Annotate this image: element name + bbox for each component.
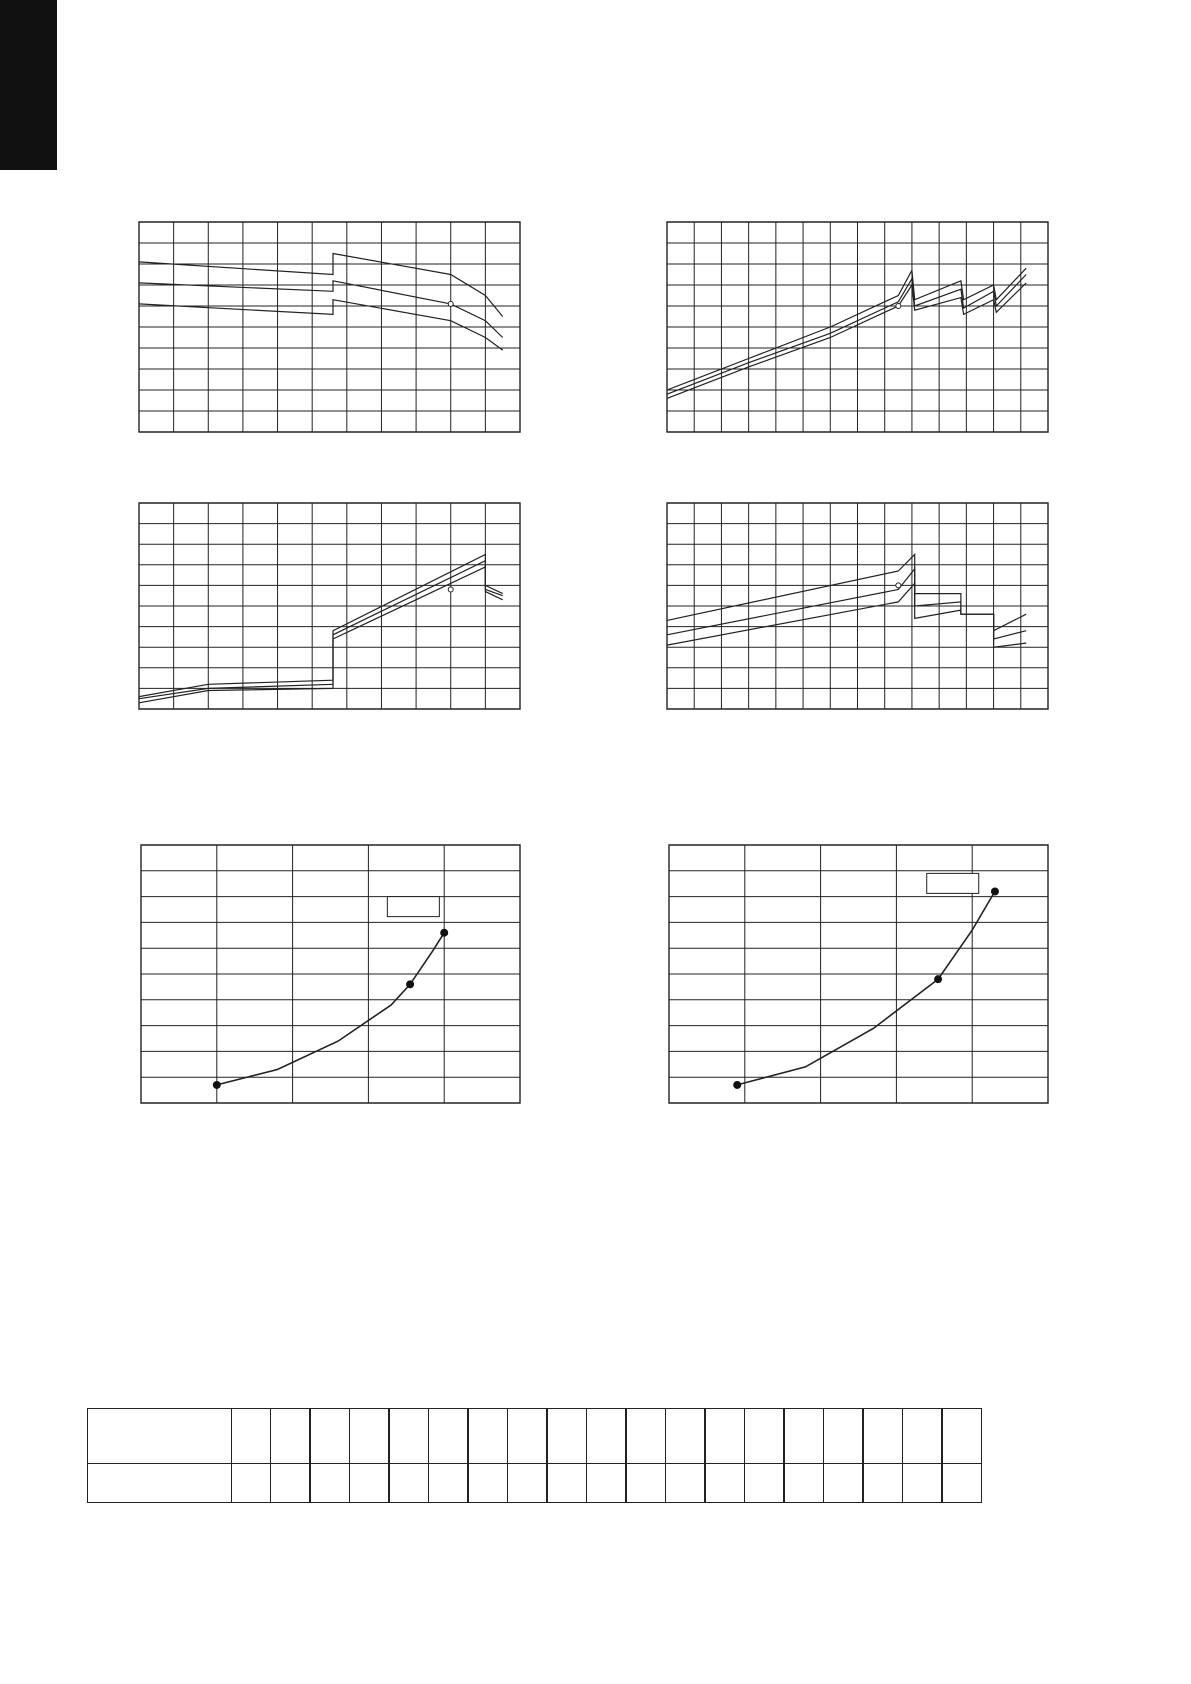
marker-circle bbox=[448, 301, 453, 306]
series-line-3 bbox=[139, 567, 503, 703]
data-point bbox=[733, 1081, 741, 1089]
series-line-1 bbox=[667, 268, 1026, 390]
table-cell bbox=[547, 1409, 587, 1464]
marker-circle bbox=[896, 583, 901, 588]
table-cell bbox=[705, 1409, 745, 1464]
chart-bottom-right bbox=[669, 845, 1048, 1103]
table-cell bbox=[429, 1464, 469, 1503]
table-row bbox=[88, 1464, 982, 1503]
series-line-1 bbox=[139, 555, 503, 697]
table-cell bbox=[271, 1464, 311, 1503]
data-point bbox=[991, 887, 999, 895]
table-row bbox=[88, 1409, 982, 1464]
series-line-2 bbox=[139, 561, 503, 699]
table-cell bbox=[389, 1409, 429, 1464]
table-cell bbox=[232, 1464, 271, 1503]
legend-box bbox=[387, 897, 439, 917]
table-cell bbox=[626, 1464, 666, 1503]
chart-middle-right bbox=[667, 503, 1048, 709]
data-table bbox=[87, 1408, 982, 1503]
table-cell bbox=[745, 1409, 785, 1464]
series-line-3 bbox=[667, 583, 1026, 647]
table-cell bbox=[784, 1464, 824, 1503]
series-line-1 bbox=[217, 933, 444, 1085]
table-cell bbox=[508, 1464, 548, 1503]
data-point bbox=[440, 929, 448, 937]
series-line-2 bbox=[139, 281, 503, 338]
data-point bbox=[934, 975, 942, 983]
series-line-1 bbox=[667, 555, 1026, 631]
table-cell bbox=[508, 1409, 548, 1464]
table-cell bbox=[587, 1464, 627, 1503]
table-cell bbox=[271, 1409, 311, 1464]
series-line-2 bbox=[667, 275, 1026, 395]
table-cell bbox=[310, 1409, 350, 1464]
series-line-3 bbox=[139, 300, 503, 350]
table-cell bbox=[547, 1464, 587, 1503]
series-line-1 bbox=[737, 891, 995, 1085]
table-cell bbox=[942, 1409, 982, 1464]
data-point bbox=[213, 1081, 221, 1089]
table-cell bbox=[587, 1409, 627, 1464]
legend-box bbox=[927, 873, 979, 893]
data-point bbox=[406, 980, 414, 988]
table-cell bbox=[705, 1464, 745, 1503]
table-cell bbox=[824, 1409, 864, 1464]
table-cell bbox=[863, 1409, 903, 1464]
chart-top-right bbox=[667, 222, 1048, 432]
table-cell bbox=[389, 1464, 429, 1503]
table-cell bbox=[824, 1464, 864, 1503]
table-cell bbox=[350, 1464, 390, 1503]
table-row-label bbox=[88, 1409, 232, 1464]
chart-middle-left bbox=[139, 503, 520, 709]
table-cell bbox=[468, 1464, 508, 1503]
table-cell bbox=[745, 1464, 785, 1503]
table-cell bbox=[626, 1409, 666, 1464]
side-tab bbox=[0, 0, 57, 170]
table-cell bbox=[903, 1464, 943, 1503]
table-cell bbox=[784, 1409, 824, 1464]
series-line-3 bbox=[667, 283, 1026, 399]
table-cell bbox=[429, 1409, 469, 1464]
series-line-2 bbox=[667, 569, 1026, 639]
table-cell bbox=[310, 1464, 350, 1503]
marker-circle bbox=[448, 587, 453, 592]
table-cell bbox=[350, 1409, 390, 1464]
table-cell bbox=[666, 1464, 706, 1503]
table-cell bbox=[666, 1409, 706, 1464]
table-cell bbox=[863, 1464, 903, 1503]
table-row-label bbox=[88, 1464, 232, 1503]
marker-circle bbox=[896, 304, 901, 309]
table-cell bbox=[942, 1464, 982, 1503]
chart-top-left bbox=[139, 222, 520, 432]
table-cell bbox=[903, 1409, 943, 1464]
chart-bottom-left bbox=[141, 845, 520, 1103]
table-cell bbox=[232, 1409, 271, 1464]
table-cell bbox=[468, 1409, 508, 1464]
